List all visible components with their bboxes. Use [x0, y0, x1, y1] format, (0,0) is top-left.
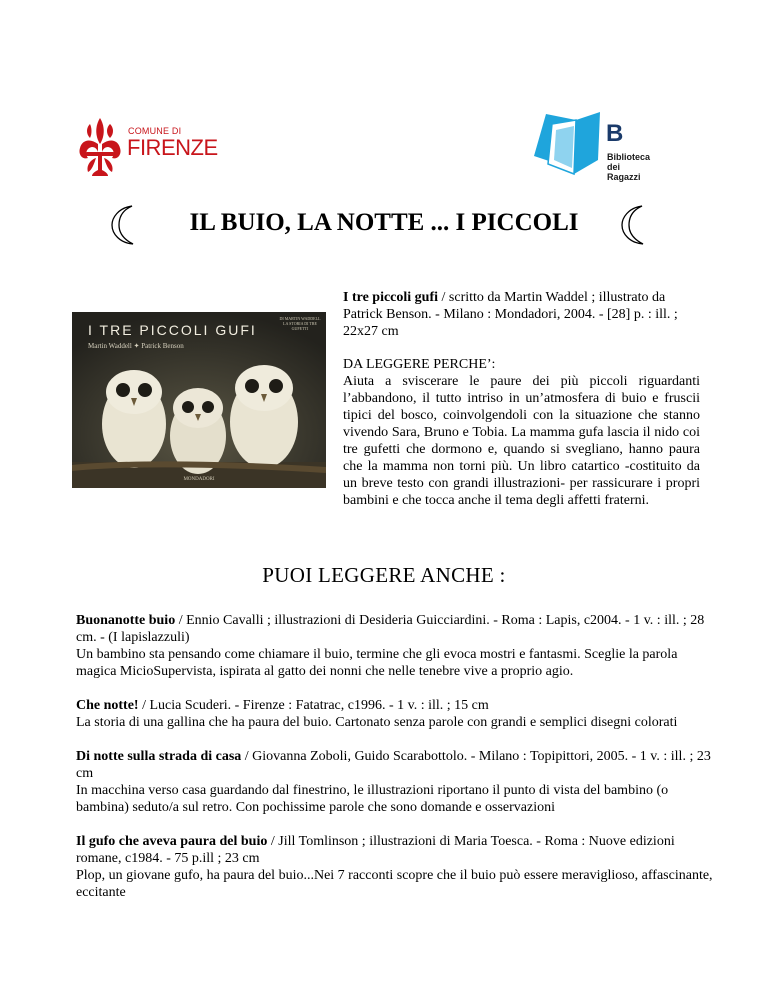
- list-item: [76, 612, 716, 680]
- crescent-moon-icon: [618, 204, 654, 246]
- also-read-heading: PUOI LEGGERE ANCHE :: [262, 563, 506, 587]
- featured-description: Aiuta a sviscerare le paure dei più piccoli riguardanti l’abbandono, il tutto intriso in un’atmosfera di buio e fruscii tipici del bosco, coinvolgendoli con la situazione che stanno vivendo Sara, Bruno e Tobia. La mamma gufa lascia il nido coi tre gufetti che dormono e, quando si svegliano, hanno paura che la mamma non torni più. Un libro catartico -costituito da un breve testo con grandi illustrazioni- per rassicurare i propri bambini e che tocca anche il tema degli affetti fraterni.: [343, 374, 700, 508]
- firenze-label: FIRENZE: [127, 135, 218, 160]
- entry-summary: Plop, un giovane gufo, ha paura del buio...Nei 7 racconti scopre che il buio può essere meraviglioso, affascinante, eccitante: [76, 868, 713, 900]
- entry-citation: [76, 833, 716, 867]
- entry-title: Che notte!: [76, 698, 139, 713]
- entry-citation-text: / Lucia Scuderi. - Firenze : Fatatrac, c1996. - 1 v. : ill. ; 15 cm: [138, 698, 489, 713]
- entry-summary: In macchina verso casa guardando dal finestrino, le illustrazioni riportano il punto di vista del bambino (o bambina) seduto/a sul retro. Con pochissime parole che sono domande e osservazioni: [76, 783, 669, 815]
- comune-di-label: COMUNE DI: [128, 126, 182, 136]
- book-cover-image: [72, 312, 326, 488]
- list-item: [76, 748, 716, 816]
- entry-summary: La storia di una gallina che ha paura del buio. Cartonato senza parole con grandi e semplici disegni colorati: [76, 715, 678, 730]
- entry-title: Buonanotte buio: [76, 613, 176, 628]
- entry-title: Il gufo che aveva paura del buio: [76, 834, 268, 849]
- biblioteca-letter: B: [606, 120, 624, 147]
- biblioteca-line1: Biblioteca: [607, 152, 651, 162]
- biblioteca-name: [607, 152, 651, 182]
- biblioteca-line2: dei Ragazzi: [607, 162, 641, 182]
- owls-illustration: [72, 312, 326, 488]
- entry-citation: [76, 697, 716, 714]
- entry-citation-text: / Giovanna Zoboli, Guido Scarabottolo. - Milano : Topipittori, 2005. - 1 v. : ill. ; 23 cm: [76, 749, 711, 781]
- featured-title: I tre piccoli gufi: [343, 290, 439, 305]
- featured-book: [343, 289, 700, 509]
- featured-citation-text: / scritto da Martin Waddel ; illustrato da Patrick Benson. - Milano : Mondadori, 2004. - [28] p. : ill. ; 22x27 cm: [343, 290, 678, 339]
- list-item: [76, 833, 716, 901]
- featured-citation: [343, 289, 700, 340]
- book-list: [76, 612, 716, 918]
- entry-citation-text: / Ennio Cavalli ; illustrazioni di Desideria Guicciardini. - Roma : Lapis, c2004. - 1 v. : ill. ; 28 cm. - (I lapislazzuli): [76, 613, 705, 645]
- florence-lily-icon: [76, 114, 124, 178]
- page-title: IL BUIO, LA NOTTE ... I PICCOLI: [189, 209, 579, 236]
- cover-note: DI MARTIN WADDELL LA STORIA DI TRE GUFETTI: [279, 316, 321, 331]
- entry-title: Di notte sulla strada di casa: [76, 749, 242, 764]
- entry-citation-text: / Jill Tomlinson ; illustrazioni di Maria Toesca. - Roma : Nuove edizioni romane, c1984. - 75 p.ill ; 23 cm: [76, 834, 675, 866]
- biblioteca-dei-ragazzi-logo: [530, 108, 651, 188]
- biblioteca-book-icon: [530, 108, 602, 182]
- cover-title: I TRE PICCOLI GUFI: [88, 322, 257, 338]
- cover-authors: Martin Waddell ✦ Patrick Benson: [88, 342, 184, 350]
- comune-di-firenze-logo: [74, 112, 219, 182]
- title-row: [0, 200, 768, 250]
- why-heading: DA LEGGERE PERCHE’:: [343, 357, 496, 372]
- list-item: [76, 697, 716, 731]
- entry-citation: [76, 748, 716, 782]
- entry-summary: Un bambino sta pensando come chiamare il buio, termine che gli evoca mostri e fantasmi. Sceglie la parola magica MicioSupervista, ispirata al gatto dei nonni che nelle tenebre vive a proprio agio.: [76, 647, 678, 679]
- cover-publisher: MONDADORI: [183, 477, 215, 482]
- entry-citation: [76, 612, 716, 646]
